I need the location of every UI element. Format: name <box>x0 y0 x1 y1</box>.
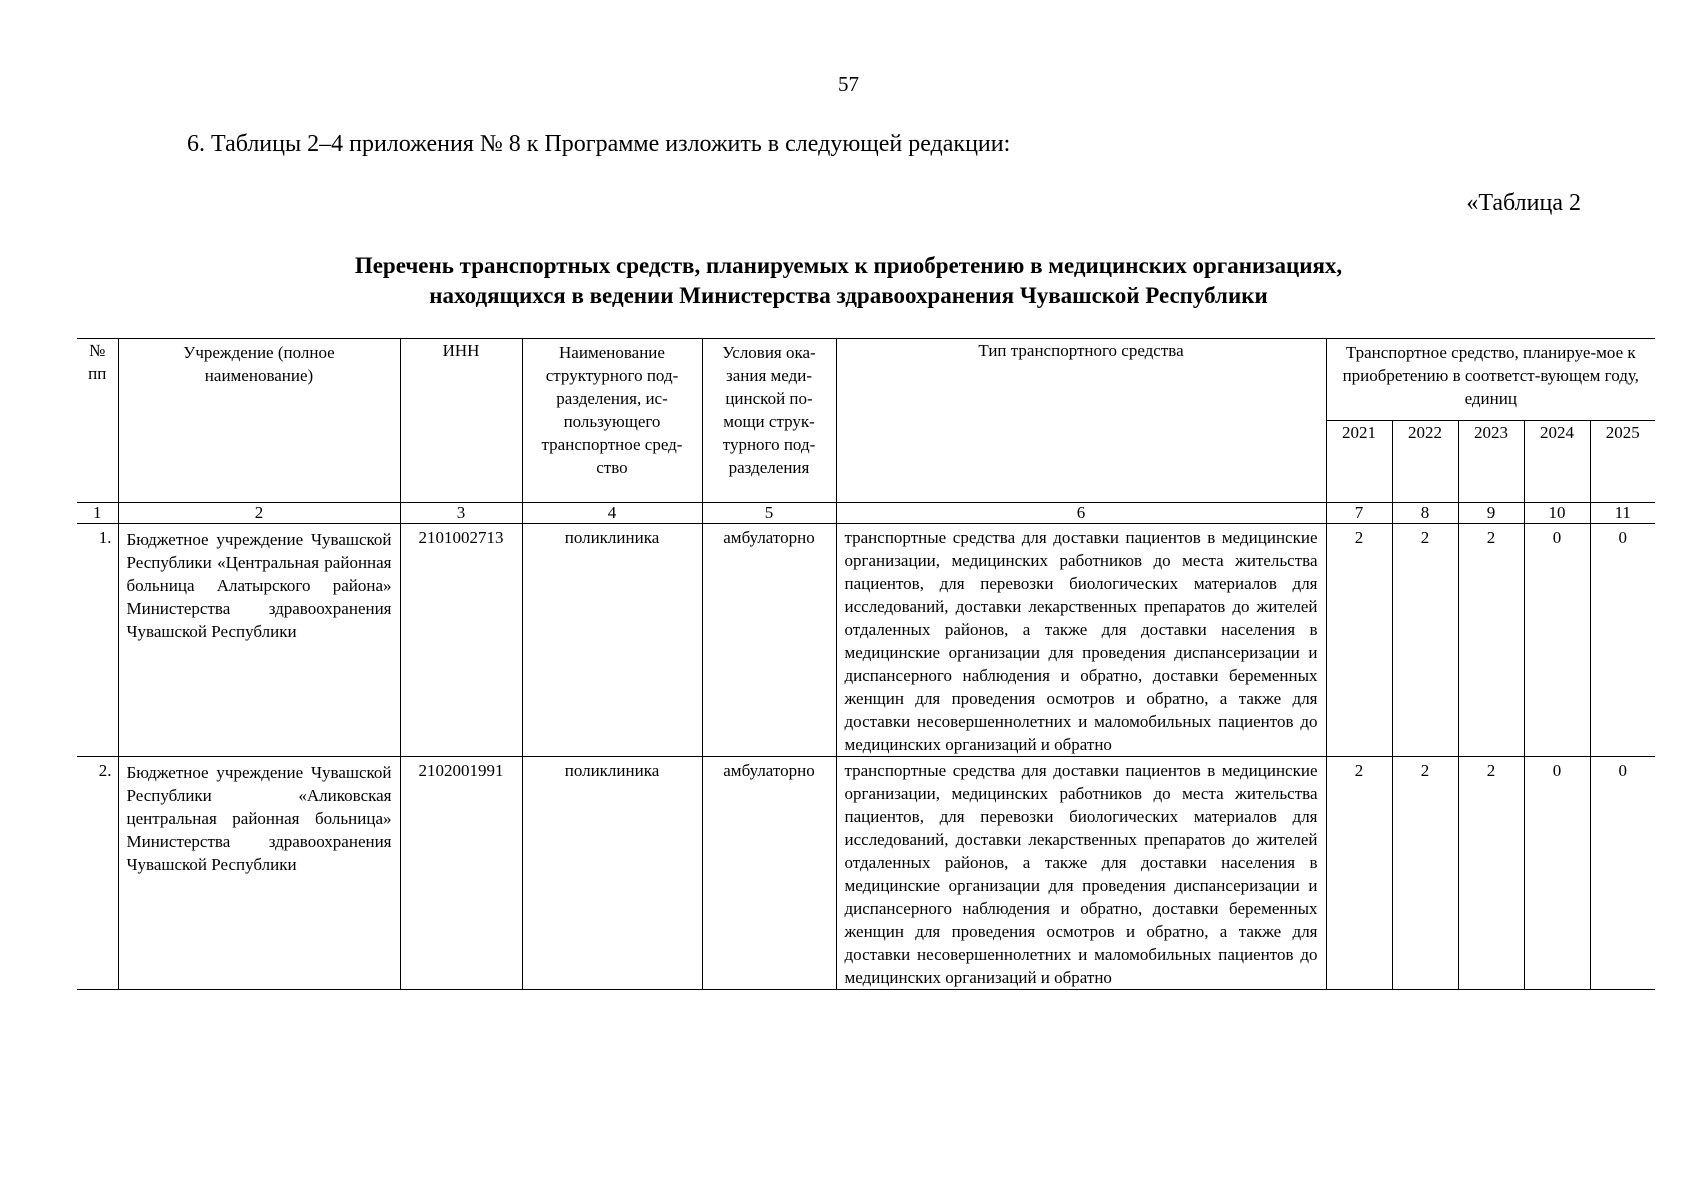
row-value-2025: 0 <box>1590 524 1655 757</box>
header-year-2023: 2023 <box>1458 421 1524 503</box>
header-vehicle-type: Тип транспортного средства <box>836 339 1326 503</box>
row-institution: Бюджетное учреждение Чувашской Республики «Аликовская центральная районная больница» Министерства здравоохранения Чувашской Республики <box>118 757 400 990</box>
vehicles-table <box>77 338 1655 990</box>
row-value-2021: 2 <box>1326 757 1392 990</box>
header-subdivision: Наименование структурного под-разделения, ис-пользующего транспортное сред-ство <box>522 339 702 503</box>
title-line-2: находящихся в ведении Министерства здравоохранения Чувашской Республики <box>429 283 1268 308</box>
page-number: 57 <box>838 72 859 96</box>
column-number: 4 <box>522 503 702 524</box>
row-inn: 2101002713 <box>400 524 522 757</box>
row-inn: 2102001991 <box>400 757 522 990</box>
row-value-2022: 2 <box>1392 524 1458 757</box>
header-year-2022: 2022 <box>1392 421 1458 503</box>
row-value-2023: 2 <box>1458 757 1524 990</box>
title-line-1: Перечень транспортных средств, планируемых к приобретению в медицинских организациях, <box>354 253 1343 278</box>
row-num: 2. <box>77 757 118 990</box>
header-institution: Учреждение (полное наименование) <box>118 339 400 503</box>
column-number: 6 <box>836 503 1326 524</box>
intro-paragraph: 6. Таблицы 2–4 приложения № 8 к Программе изложить в следующей редакции: <box>187 131 1011 157</box>
table-label: «Таблица 2 <box>1466 190 1581 216</box>
row-value-2024: 0 <box>1524 524 1590 757</box>
column-number: 11 <box>1590 503 1655 524</box>
row-value-2025: 0 <box>1590 757 1655 990</box>
column-number: 8 <box>1392 503 1458 524</box>
table-title <box>0 251 1697 311</box>
row-subdivision: поликлиника <box>522 524 702 757</box>
header-year-2021: 2021 <box>1326 421 1392 503</box>
header-inn: ИНН <box>400 339 522 503</box>
column-number: 5 <box>702 503 836 524</box>
row-institution: Бюджетное учреждение Чувашской Республики «Центральная районная больница Алатырского района» Министерства здравоохранения Чувашской Республики <box>118 524 400 757</box>
row-conditions: амбулаторно <box>702 757 836 990</box>
table-row <box>77 524 1655 757</box>
column-number: 3 <box>400 503 522 524</box>
row-subdivision: поликлиника <box>522 757 702 990</box>
row-conditions: амбулаторно <box>702 524 836 757</box>
header-conditions: Условия ока-зания меди-цинской по-мощи струк-турного под-разделения <box>702 339 836 503</box>
header-year-2025: 2025 <box>1590 421 1655 503</box>
header-year-2024: 2024 <box>1524 421 1590 503</box>
column-number: 1 <box>77 503 118 524</box>
row-value-2021: 2 <box>1326 524 1392 757</box>
table-row <box>77 757 1655 990</box>
row-value-2022: 2 <box>1392 757 1458 990</box>
header-num: № пп <box>77 339 118 503</box>
column-number: 2 <box>118 503 400 524</box>
column-number: 7 <box>1326 503 1392 524</box>
row-num: 1. <box>77 524 118 757</box>
row-value-2023: 2 <box>1458 524 1524 757</box>
column-number: 10 <box>1524 503 1590 524</box>
column-number: 9 <box>1458 503 1524 524</box>
row-vehicle-type: транспортные средства для доставки пациентов в медицинские организации, медицинских работников до места жительства пациентов, для перевозки биологических материалов для исследований, доставки лекарственных препаратов до жителей отдаленных районов, а также для доставки населения в медицинские организации для проведения диспансеризации и диспансерного наблюдения и обратно, доставки беременных женщин для проведения осмотров и обратно, а также для доставки несовершеннолетних и маломобильных пациентов до медицинских организаций и обратно <box>836 757 1326 990</box>
header-planned: Транспортное средство, планируе-мое к приобретению в соответст-вующем году, единиц <box>1326 339 1655 421</box>
row-vehicle-type: транспортные средства для доставки пациентов в медицинские организации, медицинских работников до места жительства пациентов, для перевозки биологических материалов для исследований, доставки лекарственных препаратов до жителей отдаленных районов, а также для доставки населения в медицинские организации для проведения диспансеризации и диспансерного наблюдения и обратно, доставки беременных женщин для проведения осмотров и обратно, а также для доставки несовершеннолетних и маломобильных пациентов до медицинских организаций и обратно <box>836 524 1326 757</box>
row-value-2024: 0 <box>1524 757 1590 990</box>
